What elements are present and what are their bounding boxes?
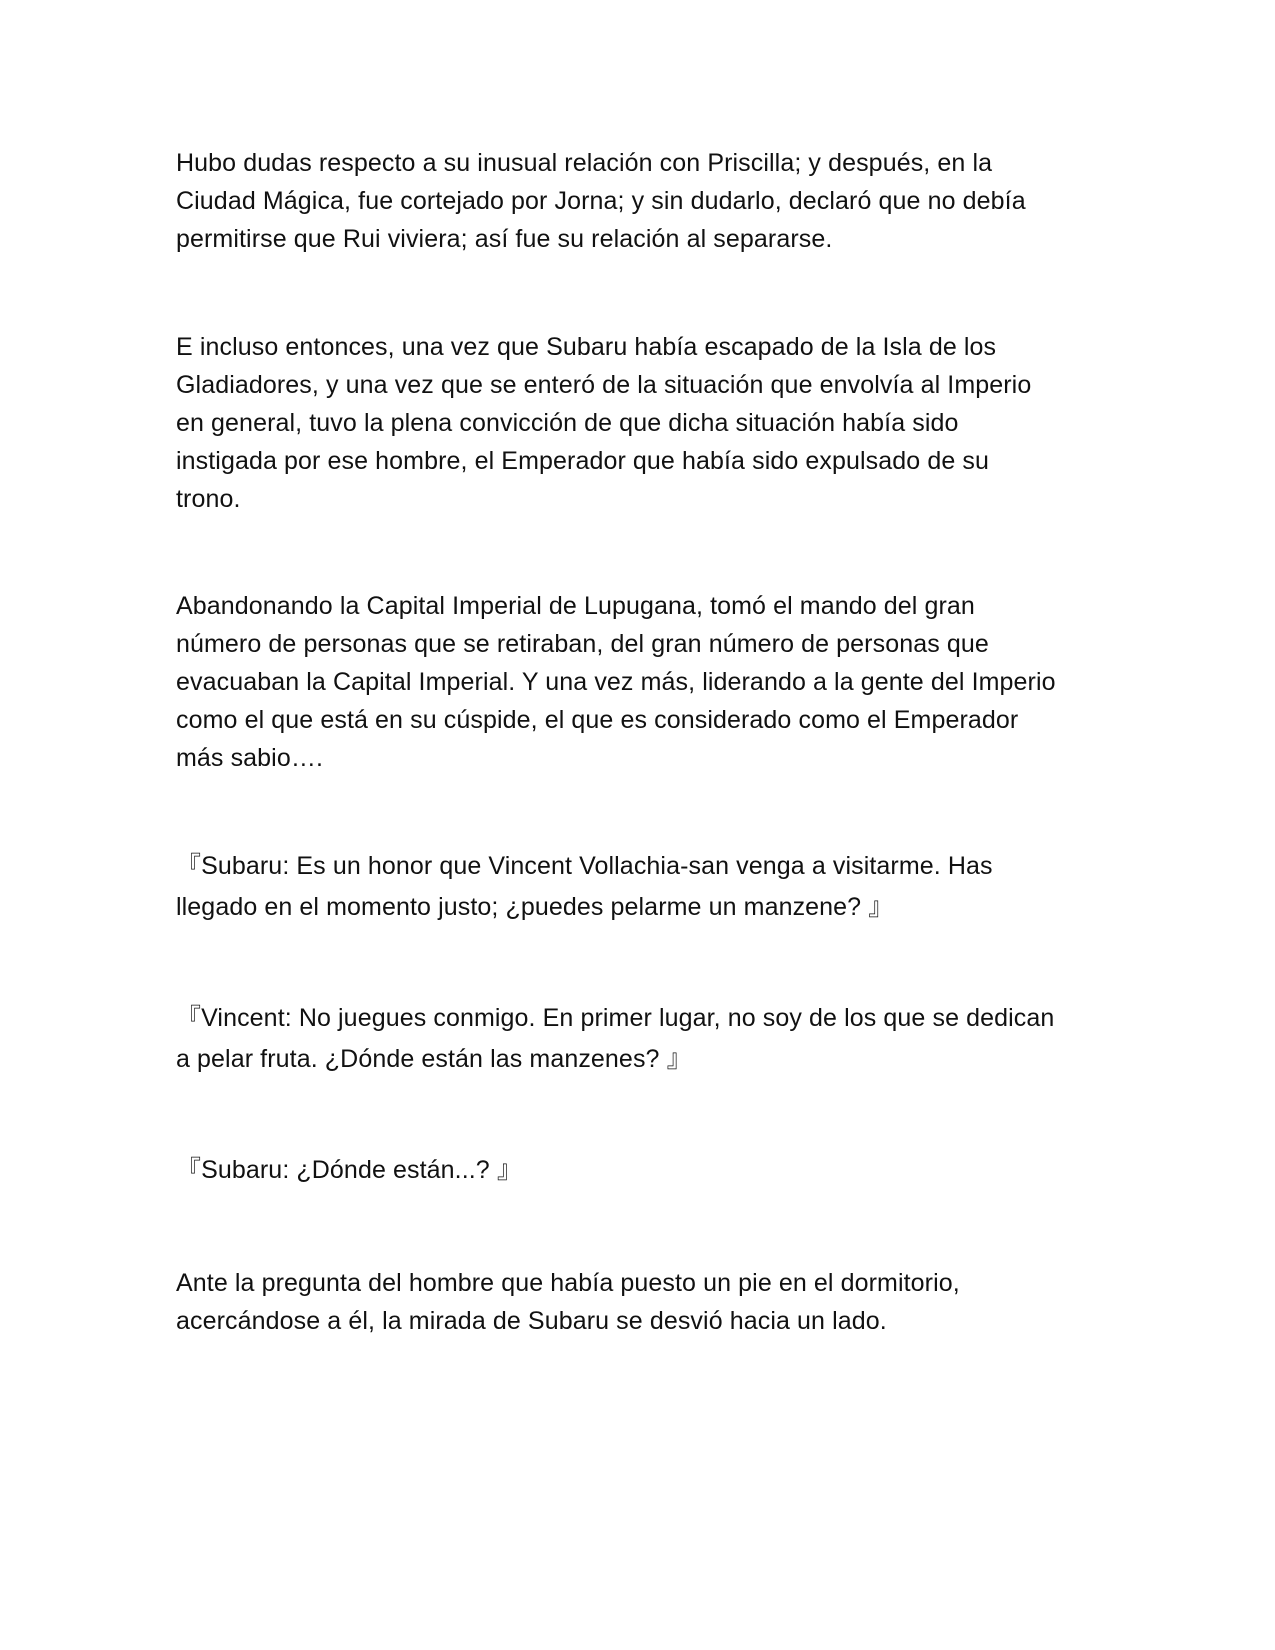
dialogue-subaru-1: [176, 846, 1106, 928]
text-line: en general, tuvo la plena convicción de que dicha situación había sido: [176, 409, 959, 437]
text-line: llegado en el momento justo; ¿puedes pelarme un manzene? 』: [176, 893, 894, 921]
text-line: a pelar fruta. ¿Dónde están las manzenes? 』: [176, 1045, 692, 1073]
text-line: E incluso entonces, una vez que Subaru había escapado de la Isla de los: [176, 333, 997, 361]
text-line: Ciudad Mágica, fue cortejado por Jorna; y sin dudarlo, declaró que no debía: [176, 187, 1026, 215]
dialogue-subaru-2: [176, 1150, 1106, 1191]
text-line: 『Subaru: Es un honor que Vincent Vollachia-san venga a visitarme. Has: [176, 852, 993, 880]
paragraph-1: [176, 144, 1106, 258]
text-line: instigada por ese hombre, el Emperador que había sido expulsado de su: [176, 447, 989, 475]
text-line: número de personas que se retiraban, del gran número de personas que: [176, 630, 989, 658]
paragraph-3: [176, 587, 1106, 777]
text-line: trono.: [176, 485, 241, 513]
dialogue-vincent-1: [176, 998, 1106, 1080]
text-line: Abandonando la Capital Imperial de Lupugana, tomó el mando del gran: [176, 592, 975, 620]
text-line: permitirse que Rui viviera; así fue su relación al separarse.: [176, 225, 833, 253]
paragraph-7: [176, 1264, 1106, 1340]
text-line: Hubo dudas respecto a su inusual relación con Priscilla; y después, en la: [176, 149, 993, 177]
text-line: Gladiadores, y una vez que se enteró de la situación que envolvía al Imperio: [176, 371, 1032, 399]
text-line: más sabio….: [176, 744, 323, 772]
text-line: 『Vincent: No juegues conmigo. En primer lugar, no soy de los que se dedican: [176, 1004, 1055, 1032]
text-line: acercándose a él, la mirada de Subaru se desvió hacia un lado.: [176, 1307, 887, 1335]
text-line: Ante la pregunta del hombre que había puesto un pie en el dormitorio,: [176, 1269, 960, 1297]
paragraph-2: [176, 328, 1106, 518]
text-line: evacuaban la Capital Imperial. Y una vez más, liderando a la gente del Imperio: [176, 668, 1056, 696]
text-line: como el que está en su cúspide, el que es considerado como el Emperador: [176, 706, 1019, 734]
text-line: 『Subaru: ¿Dónde están...? 』: [176, 1156, 522, 1184]
